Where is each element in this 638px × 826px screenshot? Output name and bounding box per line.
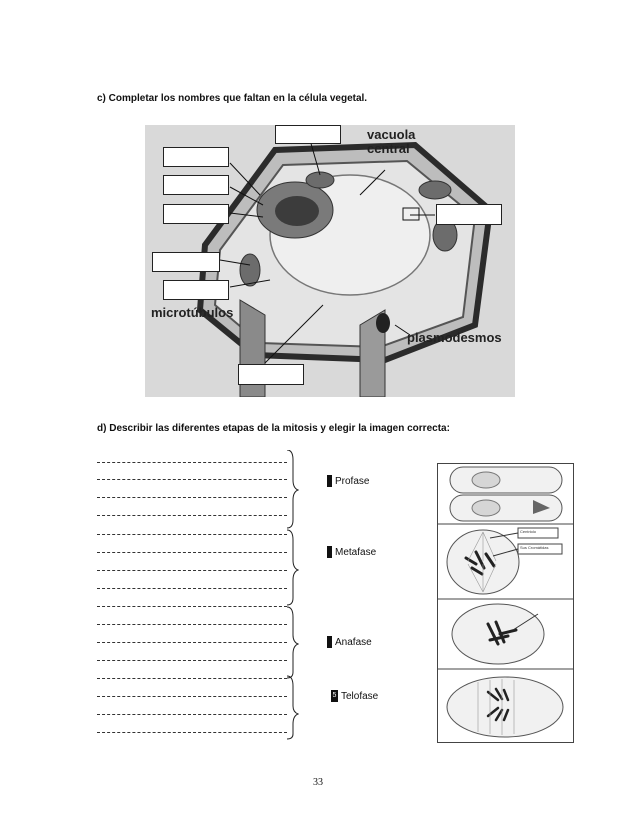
- curly-braces: [285, 450, 299, 740]
- mitosis-illustration: [438, 464, 573, 742]
- option-marker: [327, 475, 332, 487]
- page-number: 33: [313, 777, 323, 788]
- phase-label: Anafase: [335, 636, 372, 648]
- phase-option-profase[interactable]: [327, 475, 369, 487]
- blank-box-2[interactable]: [163, 175, 229, 195]
- answer-line[interactable]: [97, 534, 287, 535]
- answer-line[interactable]: [97, 588, 287, 589]
- answer-line[interactable]: [97, 642, 287, 643]
- answer-line[interactable]: [97, 462, 287, 463]
- callout-cromatidas: Sus Cromátidas: [520, 545, 549, 550]
- phase-label: Metafase: [335, 546, 377, 558]
- blank-box-bottom[interactable]: [238, 364, 304, 385]
- blank-box-3[interactable]: [163, 204, 229, 224]
- blank-box-1[interactable]: [163, 147, 229, 167]
- answer-line[interactable]: [97, 570, 287, 571]
- option-marker: [327, 546, 332, 558]
- answer-line[interactable]: [97, 552, 287, 553]
- label-central: central: [367, 141, 410, 156]
- answer-line[interactable]: [97, 714, 287, 715]
- label-plasmodesmos: plasmodesmos: [407, 330, 502, 345]
- label-vacuola: vacuola: [367, 127, 416, 142]
- phase-option-metafase[interactable]: [327, 546, 376, 558]
- answer-line[interactable]: [97, 606, 287, 607]
- phase-label: Telofase: [341, 690, 379, 702]
- callout-centriolo: Centriolo: [520, 529, 537, 534]
- section-d-heading: d) Describir las diferentes etapas de la mitosis y elegir la imagen correcta:: [97, 423, 450, 434]
- blank-box-right[interactable]: [436, 204, 502, 225]
- blank-box-4[interactable]: [152, 252, 220, 272]
- answer-line[interactable]: [97, 660, 287, 661]
- blank-box-5[interactable]: [163, 280, 229, 300]
- mitosis-images-panel: [437, 463, 574, 743]
- answer-line[interactable]: [97, 515, 287, 516]
- answer-line[interactable]: [97, 696, 287, 697]
- answer-line[interactable]: [97, 732, 287, 733]
- answer-line[interactable]: [97, 624, 287, 625]
- option-marker: 5: [331, 690, 338, 702]
- phase-option-telofase[interactable]: [331, 690, 378, 702]
- answer-line[interactable]: [97, 678, 287, 679]
- answer-line[interactable]: [97, 479, 287, 480]
- phase-label: Profase: [335, 475, 370, 487]
- blank-box-top[interactable]: [275, 125, 341, 144]
- phase-option-anafase[interactable]: [327, 636, 372, 648]
- answer-line[interactable]: [97, 497, 287, 498]
- section-c-heading: c) Completar los nombres que faltan en la célula vegetal.: [97, 93, 368, 104]
- label-microtubulos: microtúbulos: [151, 305, 234, 320]
- option-marker: [327, 636, 332, 648]
